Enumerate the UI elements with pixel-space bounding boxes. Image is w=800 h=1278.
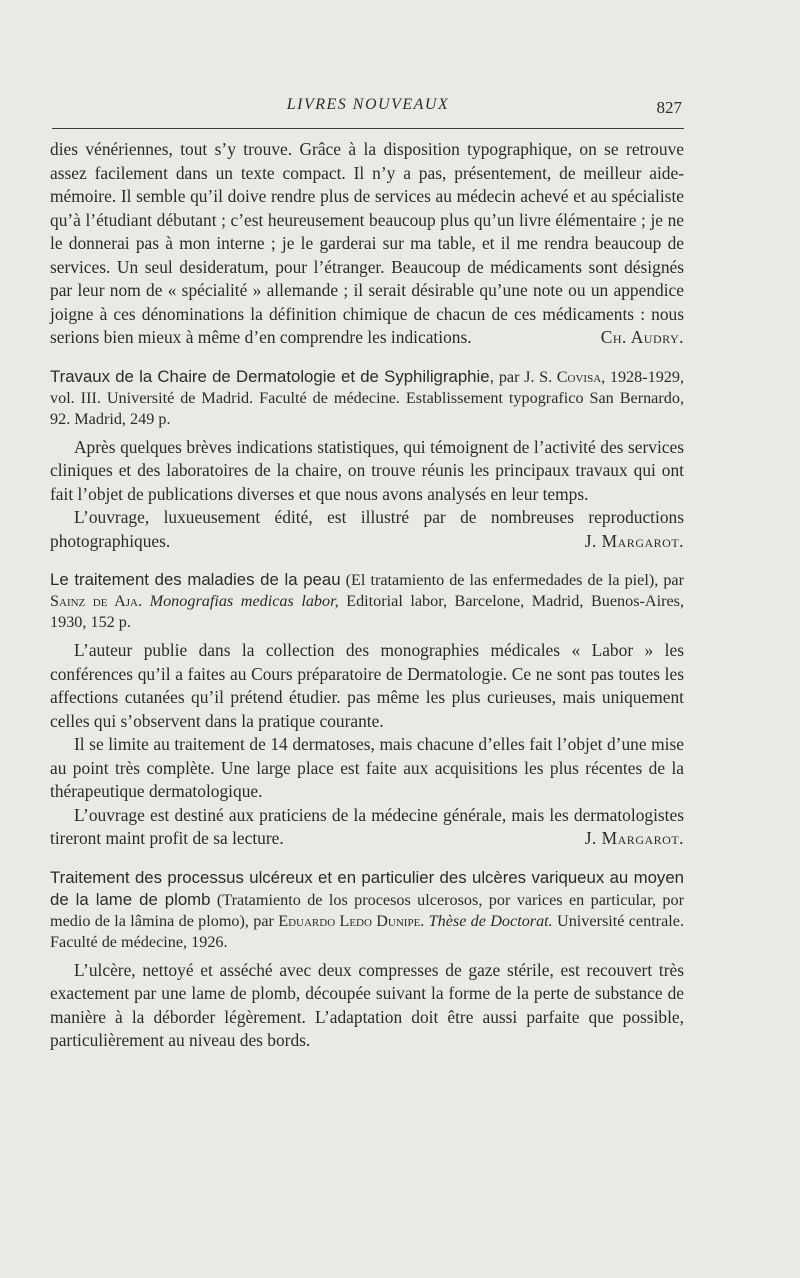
series-title: Monografias medicas labor, bbox=[149, 592, 339, 610]
book-author: Eduardo Ledo Dunipe. bbox=[278, 911, 425, 930]
review-entry-2 bbox=[50, 569, 684, 851]
review-text: L’ouvrage est destiné aux praticiens de la médecine générale, mais les dermatologistes tireront maint profit de sa lecture. bbox=[50, 804, 684, 848]
book-title: Le traitement des maladies de la peau bbox=[50, 570, 341, 589]
review-paragraph: Après quelques brèves indications statistiques, qui témoignent de l’activité des services cliniques et des laboratoires de la chaire, on trouve réunis les principaux travaux qui ont fait l’objet de publications diverses et que nous avons analysés en leur temps. bbox=[50, 436, 684, 504]
publisher-details: Université centrale. Faculté de médecine, 1926. bbox=[50, 911, 684, 951]
bibliographic-details: (El tratamiento de las enfermedades de la piel), par bbox=[345, 571, 685, 589]
entry-heading bbox=[50, 569, 684, 633]
review-paragraph: L’ulcère, nettoyé et asséché avec deux compresses de gaze stérile, est recouvert très exactement par une lame de plomb, découpée suivant la forme de la perte de substance de manière à la déborder légèrement. L’adaptation doit être aussi parfaite que possible, particulièrement au niveau des bords. bbox=[50, 959, 684, 1050]
bibliographic-details: 1928-1929, vol. III. Université de Madrid. Faculté de médecine. Establissement typografico San Bernardo, 92. Madrid, 249 p. bbox=[50, 367, 685, 428]
page-header bbox=[52, 92, 684, 120]
entry-heading bbox=[50, 867, 684, 953]
reviewer-signature: Ch. Audry. bbox=[600, 327, 684, 347]
page-number: 827 bbox=[656, 98, 682, 117]
book-title: Travaux de la Chaire de Dermatologie et de Syphiligraphie, bbox=[50, 366, 495, 386]
reviewer-signature: J. Margarot. bbox=[584, 828, 684, 848]
book-author: Sainz de Aja. bbox=[50, 592, 143, 610]
review-paragraph: Il se limite au traitement de 14 dermatoses, mais chacune d’elles fait l’objet d’une mise au point très complète. Une large place est faite aux acquisitions les plus récentes de la thérapeutique dermatologique. bbox=[50, 734, 684, 801]
book-author: J. S. Covisa, bbox=[524, 367, 606, 386]
book-title: Traitement des processus ulcéreux et en particulier des ulcères variqueux au moyen de la lame de plomb bbox=[50, 867, 684, 909]
review-entry-3 bbox=[50, 867, 684, 1053]
review-entry-1 bbox=[50, 366, 684, 554]
header-rule bbox=[52, 128, 684, 129]
review-paragraph bbox=[50, 506, 684, 553]
publisher-details: Editorial labor, Barcelone, Madrid, Buenos-Aires, 1930, 152 p. bbox=[50, 592, 685, 631]
thesis-title: Thèse de Doctorat. bbox=[428, 911, 553, 930]
review-text: L’ouvrage, luxueusement édité, est illustré par de nombreuses reproductions photographiques. bbox=[50, 507, 684, 551]
intro-text: dies vénériennes, tout s’y trouve. Grâce à la disposition typographique, on se retrouve assez facilement dans un texte compact. Il n’y a pas, présentement, de meilleur aide-mémoire. Il semble qu’il doive rendre plus de services au médecin achevé et au spécialiste qu’à l’étudiant débutant ; c’est heureusement beaucoup plus qu’un livre élémentaire ; je ne le donnerai pas à mon interne ; je le garderai sur ma table, et il me rendra beaucoup de services. Un seul desideratum, pour l’étranger. Beaucoup de médicaments sont désignés par leur nom de « spécialité » allemande ; il serait désirable qu’une note ou un appendice joigne à ces dénominations la définition chimique de chacun de ces médicaments : nous serions bien mieux à même d’en comprendre les indications. bbox=[50, 139, 684, 347]
intro-paragraph bbox=[50, 138, 684, 350]
entry-heading bbox=[50, 366, 684, 430]
intro-review bbox=[50, 138, 684, 350]
review-paragraph bbox=[50, 804, 684, 851]
by-label: par bbox=[498, 367, 520, 386]
bibliographic-details: (Tratamiento de los procesos ulcerosos, por varices en particular, por medio de la lâmina de plomo), par bbox=[50, 890, 684, 930]
running-title: LIVRES NOUVEAUX bbox=[286, 96, 450, 113]
reviewer-signature: J. Margarot. bbox=[584, 530, 684, 551]
page-content bbox=[50, 138, 684, 1053]
review-paragraph: L’auteur publie dans la collection des monographies médicales « Labor » les conférences qu’il a faites au Cours préparatoire de Dermatologie. Ce ne sont pas toutes les affections cutanées qu’il prétend étudier. pas même les plus curieuses, mais uniquement celles qui s’observent dans la pratique courante. bbox=[50, 640, 684, 731]
